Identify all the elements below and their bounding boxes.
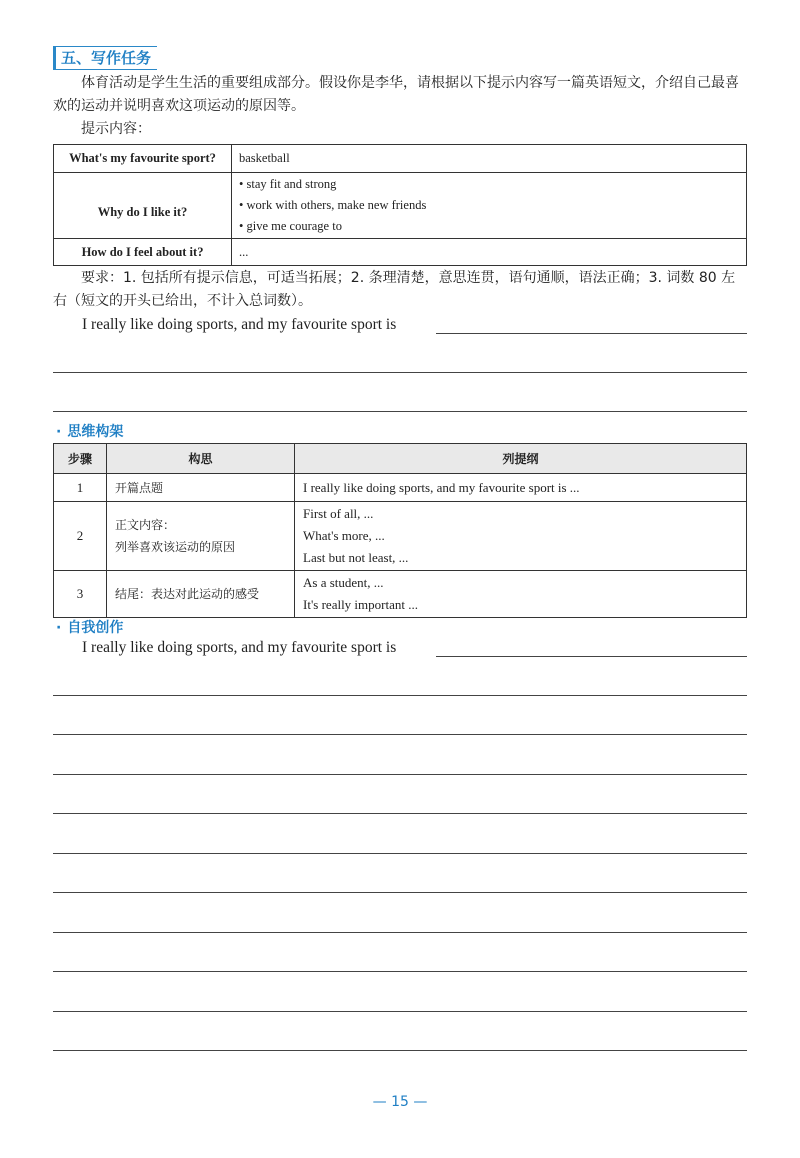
hint-table xyxy=(53,144,747,266)
outline-text: It's really important ... xyxy=(303,597,418,612)
answer-line[interactable] xyxy=(53,411,747,412)
outline-text: I really like doing sports, and my favourite sport is ... xyxy=(295,474,747,502)
hint-bullet: • stay fit and strong xyxy=(239,177,337,191)
bullet-dot-icon: · xyxy=(56,620,62,636)
page-number: — 15 — xyxy=(372,1094,428,1110)
section-title: 五、写作任务 xyxy=(53,46,157,70)
header-step: 步骤 xyxy=(54,444,107,474)
outline-text: Last but not least, ... xyxy=(303,550,409,565)
self-creation-title xyxy=(56,617,123,637)
self-creation-title-text: 自我创作 xyxy=(67,620,124,636)
writing-line[interactable] xyxy=(53,932,747,933)
writing-line[interactable] xyxy=(53,813,747,814)
outline-text: First of all, ... xyxy=(303,506,374,521)
hint-question: What's my favourite sport? xyxy=(54,145,232,173)
thinking-frame-title-text: 思维构架 xyxy=(67,424,124,440)
writing-line[interactable] xyxy=(53,892,747,893)
idea-text: 开篇点题 xyxy=(107,474,295,502)
step-number: 2 xyxy=(54,502,107,571)
thinking-frame-table xyxy=(53,443,747,618)
hint-row xyxy=(54,173,747,239)
header-idea: 构思 xyxy=(107,444,295,474)
writing-line[interactable] xyxy=(53,1011,747,1012)
writing-line[interactable] xyxy=(53,1050,747,1051)
header-outline: 列提纲 xyxy=(295,444,747,474)
writing-line[interactable] xyxy=(436,656,747,657)
idea-text: 正文内容： xyxy=(115,518,176,532)
writing-line[interactable] xyxy=(53,734,747,735)
frame-row xyxy=(54,502,747,571)
step-number: 3 xyxy=(54,571,107,618)
idea-text: 列举喜欢该运动的原因 xyxy=(115,540,236,554)
task-intro: 体育活动是学生生活的重要组成部分。假设你是李华，请根据以下提示内容写一篇英语短文，介绍自己最喜欢的运动并说明喜欢这项运动的原因等。 xyxy=(53,75,739,114)
outline-text: As a student, ... xyxy=(303,575,384,590)
step-number: 1 xyxy=(54,474,107,502)
hint-label: 提示内容： xyxy=(81,121,151,137)
hint-row xyxy=(54,145,747,173)
hint-question: How do I feel about it? xyxy=(54,239,232,266)
frame-header-row xyxy=(54,444,747,474)
hint-row xyxy=(54,239,747,266)
requirements: 要求：1. 包括所有提示信息，可适当拓展；2. 条理清楚，意思连贯，语句通顺，语法正确；3. 词数 80 左右（短文的开头已给出，不计入总词数）。 xyxy=(53,270,736,309)
writing-line[interactable] xyxy=(53,695,747,696)
answer-prefix: I really like doing sports, and my favourite sport is xyxy=(82,316,397,333)
bullet-dot-icon: · xyxy=(56,424,62,440)
hint-bullet: • work with others, make new friends xyxy=(239,198,427,212)
writing-line[interactable] xyxy=(53,853,747,854)
writing-line[interactable] xyxy=(53,774,747,775)
answer-line[interactable] xyxy=(53,372,747,373)
hint-answer: basketball xyxy=(232,145,747,173)
frame-row xyxy=(54,474,747,502)
outline-text: What's more, ... xyxy=(303,528,385,543)
hint-answer: ... xyxy=(232,239,747,266)
hint-question: Why do I like it? xyxy=(54,173,232,239)
frame-row xyxy=(54,571,747,618)
thinking-frame-title xyxy=(56,421,123,441)
hint-bullet: • give me courage to xyxy=(239,219,342,233)
idea-text: 结尾：表达对此运动的感受 xyxy=(107,571,295,618)
answer-prefix: I really like doing sports, and my favourite sport is xyxy=(82,639,397,656)
writing-line[interactable] xyxy=(53,971,747,972)
answer-line[interactable] xyxy=(436,333,747,334)
